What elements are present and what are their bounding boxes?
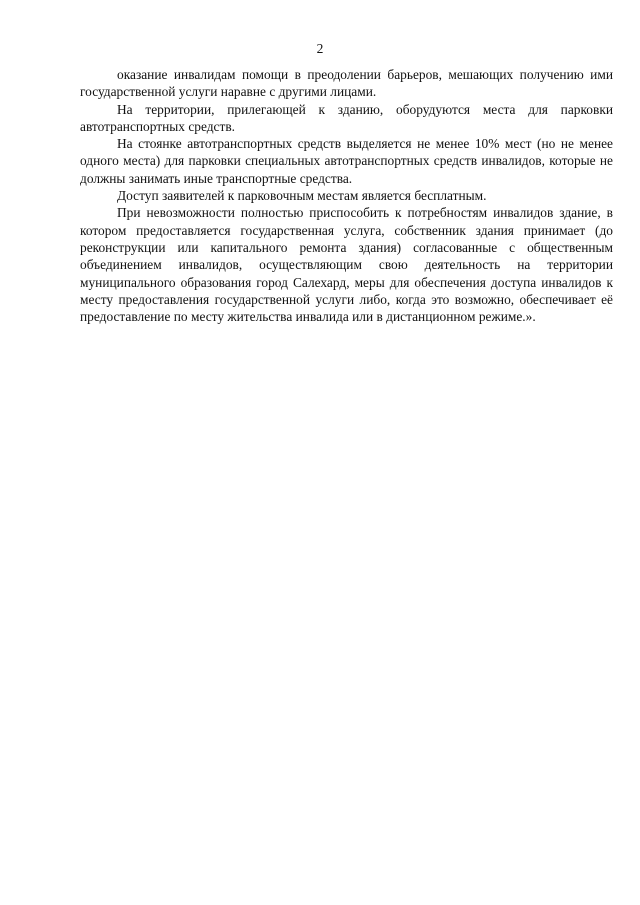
paragraph-parking-quota: На стоянке автотранспортных средств выделяется не менее 10% мест (но не менее одного места) для парковки специальных автотранспортных средств инвалидов, которые не должны занимать иные транспортные средства. (80, 136, 613, 186)
paragraph-parking-territory: На территории, прилегающей к зданию, оборудуются места для парковки автотранспортных средств. (80, 101, 613, 134)
paragraph-parking-free: Доступ заявителей к парковочным местам является бесплатным. (117, 188, 487, 204)
paragraph-continuation: оказание инвалидам помощи в преодолении барьеров, мешающих получению ими государственной услуги наравне с другими лицами. (80, 67, 613, 100)
page-number: 2 (316, 41, 324, 56)
paragraph-building-adaptation: При невозможности полностью приспособить к потребностям инвалидов здание, в котором предоставляется государственная услуга, собственник здания принимает (до реконструкции или капитального ремонта здания) согласованные с общественным объединением инвалидов, осуществляющим свою деятельность на территории муниципального образования город Салехард, меры для обеспечения доступа инвалидов к месту предоставления государственной услуги либо, когда это возможно, обеспечивает её предоставление по месту жительства инвалида или в дистанционном режиме.». (80, 205, 613, 325)
document-body (80, 66, 613, 325)
